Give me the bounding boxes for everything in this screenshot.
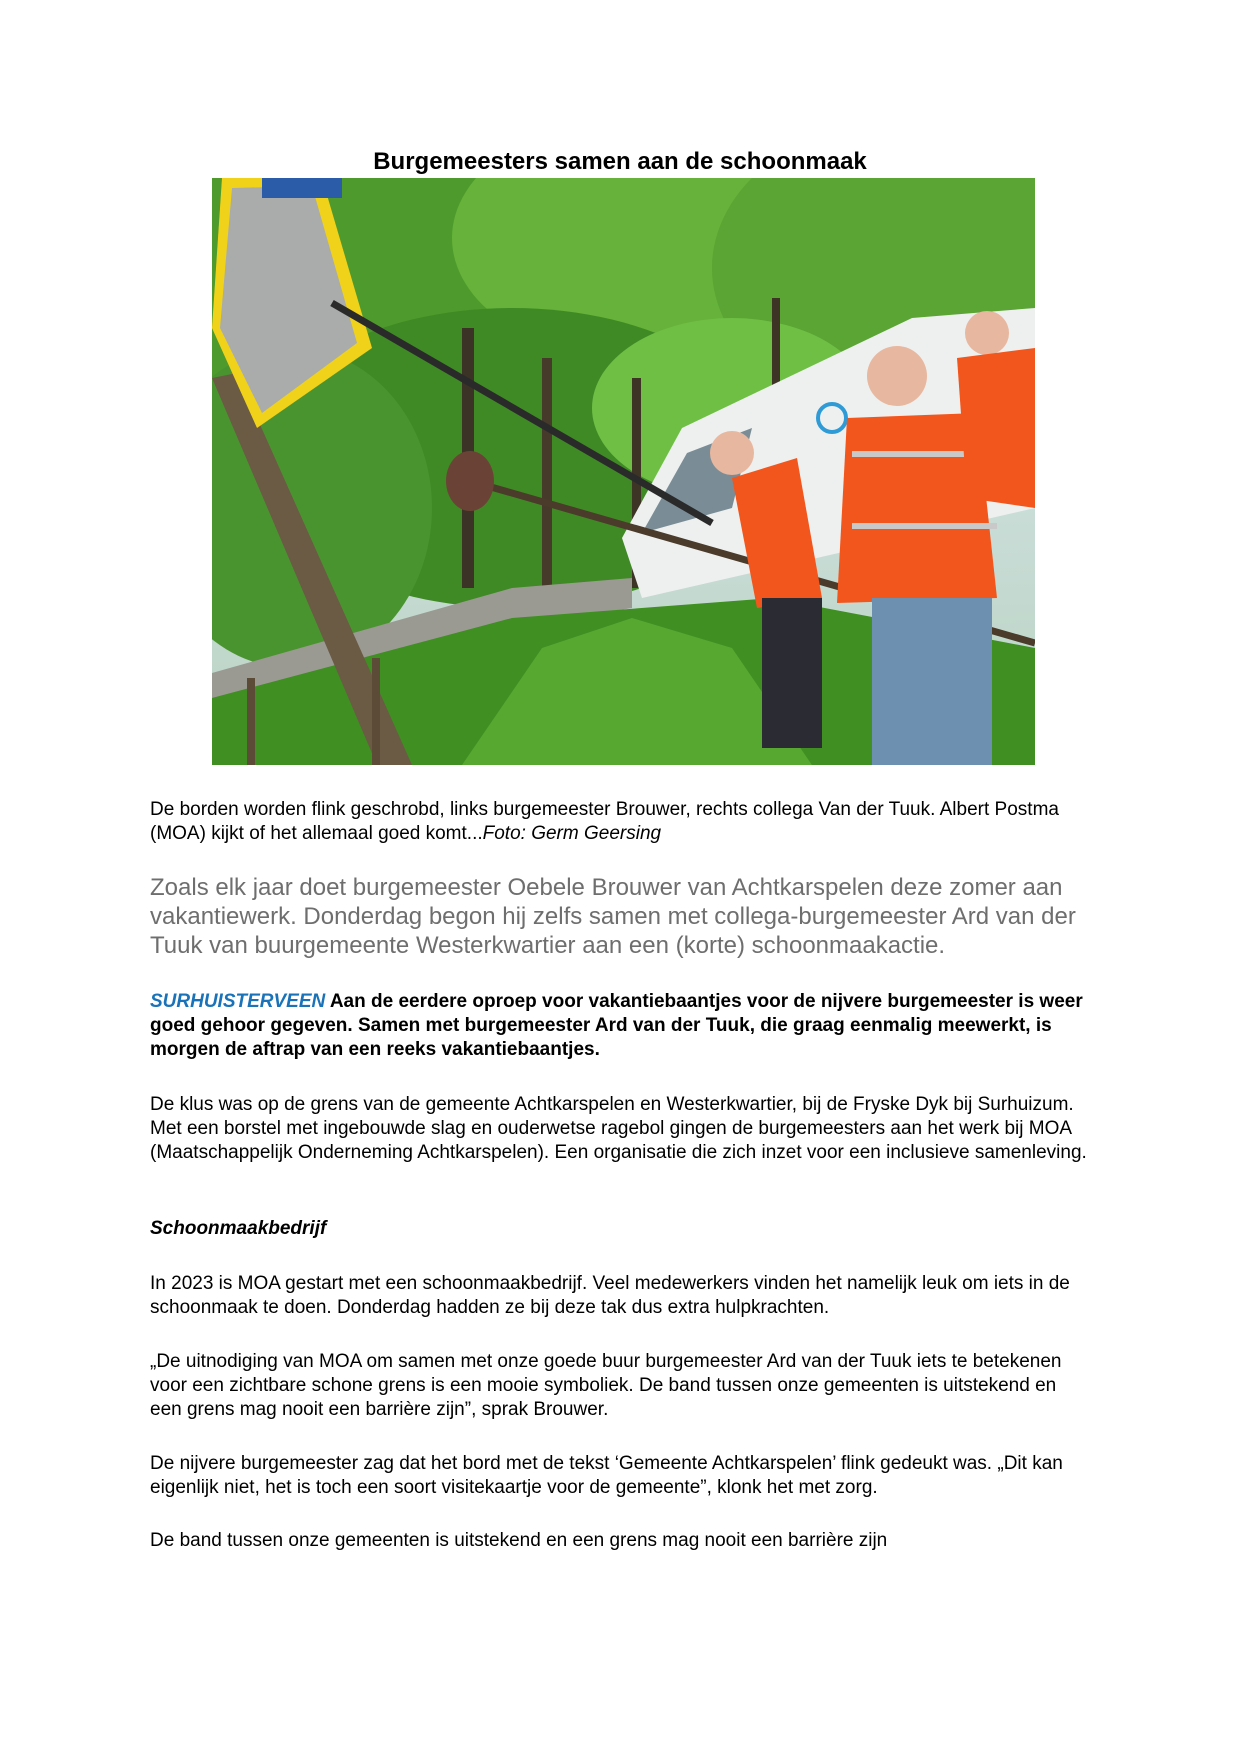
caption-text: De borden worden flink geschrobd, links burgemeester Brouwer, rechts collega Van der Tuuk. Albert Postma (MOA) kijkt of het allemaal goed komt... — [150, 799, 1059, 844]
body-paragraph-1: De klus was op de grens van de gemeente Achtkarspelen en Westerkwartier, bij de Fryske Dyk bij Surhuizum. Met een borstel met ingebouwde slag en ouderwetse ragebol gingen de burgemeesters aan het werk bij MOA (Maatschappelijk Onderneming Achtkarspelen). Een organisatie die zich inzet voor een inclusieve samenleving. — [150, 1094, 1087, 1163]
body-paragraph-4: De nijvere burgemeester zag dat het bord met de tekst ‘Gemeente Achtkarspelen’ flink gedeukt was. „Dit kan eigenlijk niet, het is toch een soort visitekaartje voor de gemeente”, klonk het met zorg. — [150, 1453, 1063, 1498]
photo-cleaning-sign-icon — [212, 178, 1035, 765]
article-lead: Zoals elk jaar doet burgemeester Oebele Brouwer van Achtkarspelen deze zomer aan vakantiewerk. Donderdag begon hij zelfs samen met collega-burgemeester Ard van der Tuuk van buurgemeente Westerkwartier aan een (korte) schoonmaakactie. — [150, 874, 1076, 959]
article-title: Burgemeesters samen aan de schoonmaak — [373, 148, 867, 175]
photo-caption — [150, 798, 1090, 846]
subheading: Schoonmaakbedrijf — [150, 1218, 327, 1239]
dateline: SURHUISTERVEEN — [150, 991, 326, 1012]
pull-quote: De band tussen onze gemeenten is uitstekend en een grens mag nooit een barrière zijn — [150, 1530, 888, 1551]
intro-text: Aan de eerdere oproep voor vakantiebaantjes voor de nijvere burgemeester is weer goed gehoor gegeven. Samen met burgemeester Ard van der Tuuk, die graag eenmalig meewerkt, is morgen de aftrap van een reeks vakantiebaantjes. — [150, 991, 1083, 1060]
body-paragraph-2: In 2023 is MOA gestart met een schoonmaakbedrijf. Veel medewerkers vinden het namelijk leuk om iets in de schoonmaak te doen. Donderdag hadden ze bij deze tak dus extra hulpkrachten. — [150, 1273, 1070, 1318]
article-intro — [150, 990, 1090, 1062]
photo-credit: Foto: Germ Geersing — [482, 823, 662, 844]
body-paragraph-3: „De uitnodiging van MOA om samen met onze goede buur burgemeester Ard van der Tuuk iets te betekenen voor een zichtbare schone grens is een mooie symboliek. De band tussen onze gemeenten is uitstekend en een grens mag nooit een barrière zijn”, sprak Brouwer. — [150, 1351, 1062, 1420]
article-photo — [212, 178, 1035, 765]
